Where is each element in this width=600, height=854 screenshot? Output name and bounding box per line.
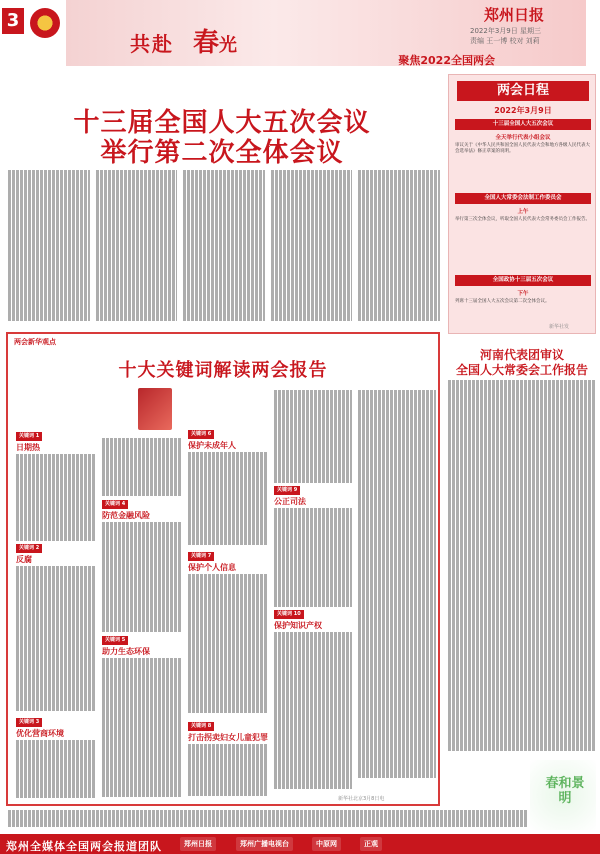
schedule-subheading: 下午	[517, 291, 529, 297]
footer-title: 郑州全媒体全国两会报道团队	[6, 840, 162, 853]
report-book-icon	[138, 388, 172, 430]
keyword-name: 优化营商环境	[16, 729, 64, 738]
emblem-icon	[30, 8, 60, 38]
article-column	[8, 170, 90, 328]
schedule-text: 举行第三次全体会议，听取全国人民代表大会常务委员会工作报告。	[455, 217, 590, 222]
masthead-logo: 郑州日报	[484, 6, 545, 24]
keyword-text	[102, 438, 182, 498]
headline-line-2: 举行第二次全体会议	[100, 138, 344, 168]
keyword-label: 关键词 3	[16, 718, 42, 727]
article-column	[358, 170, 440, 328]
keyword-text	[188, 744, 268, 800]
keyword-name: 日期热	[16, 443, 40, 452]
schedule-subheading: 上午	[517, 209, 529, 215]
schedule-credit: 新华社发	[549, 324, 570, 330]
editor-line: 责编 王一博 校对 刘莉	[470, 37, 540, 45]
keyword-text	[274, 632, 352, 792]
schedule-subheading: 全天举行代表小组会议	[495, 135, 551, 141]
article-column	[96, 170, 178, 328]
schedule-section-bar: 十三届全国人大五次会议	[455, 119, 591, 130]
lead-article-body	[8, 170, 440, 328]
schedule-date: 2022年3月9日	[494, 106, 552, 115]
keyword-label: 关键词 10	[274, 610, 304, 619]
footer-logo-zhengzhou-tv: 郑州广播电视台	[236, 837, 293, 851]
keyword-name: 反腐	[16, 555, 32, 564]
article-column	[271, 170, 353, 328]
keyword-text	[274, 390, 352, 484]
keyword-label: 关键词 9	[274, 486, 300, 495]
keywords-feature-box	[6, 332, 440, 806]
keyword-text	[16, 566, 96, 716]
keyword-text	[16, 454, 96, 542]
article-column	[448, 380, 596, 760]
schedule-section-bar: 全国政协十三届五次会议	[455, 275, 591, 286]
article-column	[183, 170, 265, 328]
keyword-text	[102, 522, 182, 634]
henan-article-body	[448, 380, 596, 760]
lower-article-body	[8, 810, 528, 830]
keyword-text	[188, 452, 268, 550]
keyword-name: 防范金融风险	[102, 511, 150, 520]
keyword-name: 保护个人信息	[188, 563, 236, 572]
keyword-label: 关键词 7	[188, 552, 214, 561]
keyword-label: 关键词 6	[188, 430, 214, 439]
issue-date: 2022年3月9日 星期三	[470, 27, 541, 35]
keyword-name: 保护未成年人	[188, 441, 236, 450]
henan-headline-line-1: 河南代表团审议	[479, 348, 564, 362]
keyword-text	[102, 658, 182, 802]
section-tag: 聚焦2022全国两会	[398, 54, 495, 67]
schedule-title: 两会日程	[457, 81, 589, 101]
keywords-title: 十大关键词解读两会报告	[118, 360, 328, 381]
keyword-text	[188, 574, 268, 718]
keyword-name: 公正司法	[274, 497, 306, 506]
banner-title-spring: 春光	[193, 28, 238, 58]
keywords-tag: 两会新华观点	[14, 338, 56, 346]
keyword-label: 关键词 1	[16, 432, 42, 441]
schedule-box	[448, 74, 596, 334]
keyword-label: 关键词 2	[16, 544, 42, 553]
keyword-label: 关键词 4	[102, 500, 128, 509]
keyword-label: 关键词 5	[102, 636, 128, 645]
keywords-credit: 新华社北京3月8日电	[338, 796, 385, 802]
page-number: 3	[2, 8, 24, 34]
spring-label: 春和景明	[545, 776, 585, 806]
keyword-name: 打击拐卖妇女儿童犯罪	[188, 733, 268, 742]
schedule-section-bar: 全国人大常委会法制工作委员会	[455, 193, 591, 204]
schedule-text: 审议关于《中华人民共和国全国人民代表大会和地方各级人民代表大会选举法》修正草案的说明。	[455, 143, 590, 155]
keyword-label: 关键词 8	[188, 722, 214, 731]
footer-logo-zhengzhou-daily: 郑州日报	[180, 837, 216, 851]
footer-logo-zhengguan: 正观	[360, 837, 382, 851]
banner-title-left: 共赴	[130, 32, 174, 56]
keyword-name: 助力生态环保	[102, 647, 150, 656]
headline-line-1: 十三届全国人大五次会议	[73, 108, 371, 138]
keyword-name: 保护知识产权	[274, 621, 322, 630]
schedule-text: 列席十三届全国人大五次会议第二次全体会议。	[455, 299, 550, 304]
henan-headline-line-2: 全国人大常委会工作报告	[455, 363, 588, 377]
footer-logo-zynews: 中原网	[312, 837, 341, 851]
keyword-text	[16, 740, 96, 802]
keyword-text	[274, 508, 352, 608]
keyword-text	[358, 390, 436, 790]
